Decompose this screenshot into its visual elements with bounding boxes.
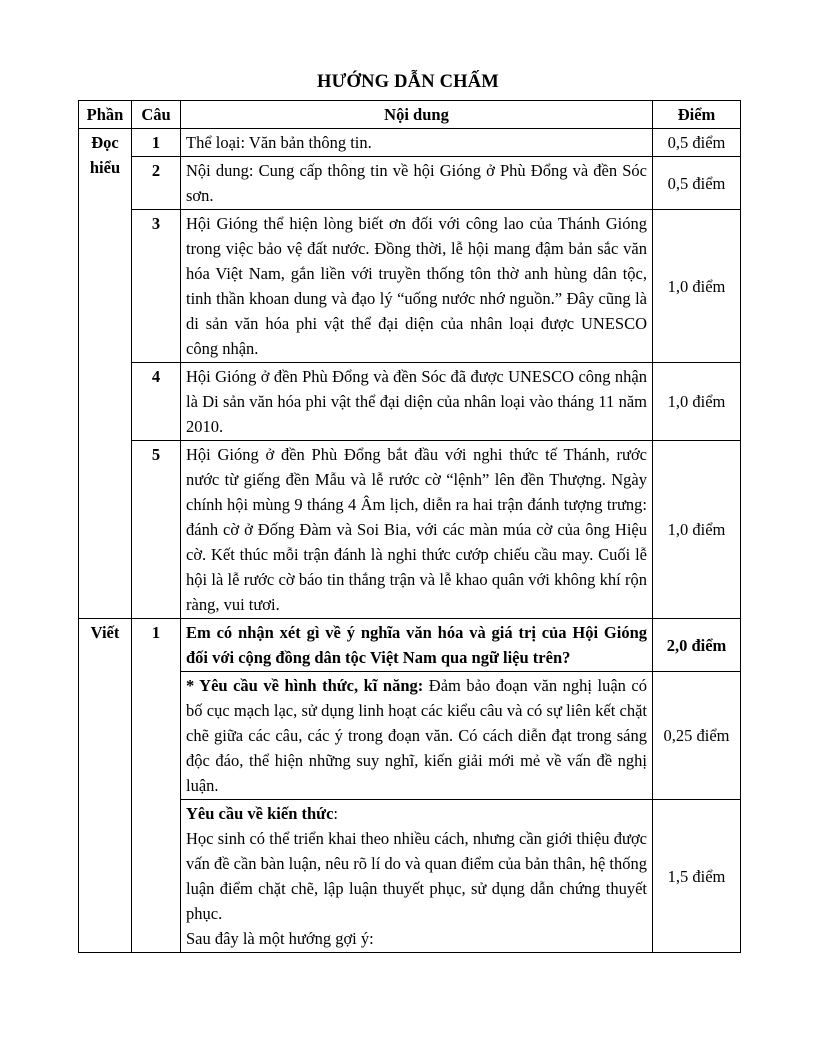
table-row-q1 <box>79 129 741 157</box>
col-header-noi-dung: Nội dung <box>181 101 653 129</box>
table-row-viet-question <box>79 619 741 672</box>
knowledge-requirement-para1: Học sinh có thể triển khai theo nhiều cách, nhưng cần giới thiệu được vấn đề cần bàn luận, nêu rõ lí do và quan điểm của bản thân, hệ thống luận điểm chặt chẽ, lập luận thuyết phục, sử dụng dẫn chứng thuyết phục. <box>186 829 647 923</box>
question-number-3: 3 <box>132 210 181 363</box>
answer-content-q3: Hội Gióng thể hiện lòng biết ơn đối với công lao của Thánh Gióng trong việc bảo vệ đất nước. Đồng thời, lễ hội mang đậm bản sắc văn hóa Việt Nam, gắn liền với truyền thống tôn thờ anh hùng dân tộc, tinh thần khoan dung và đạo lý “uống nước nhớ nguồn.” Đây cũng là di sản văn hóa phi vật thể đại diện của nhân loại được UNESCO công nhận. <box>181 210 653 363</box>
answer-content-q2: Nội dung: Cung cấp thông tin về hội Gióng ở Phù Đổng và đền Sóc sơn. <box>181 157 653 210</box>
form-requirement-content <box>181 672 653 800</box>
form-requirement-body: Đảm bảo đoạn văn nghị luận có bố cục mạch lạc, sử dụng linh hoạt các kiểu câu và có sự liên kết chặt chẽ giữa các câu, các ý trong đoạn văn. Có cách diễn đạt trong sáng độc đáo, thể hiện những suy nghĩ, kiến giải mới mẻ về vấn đề nghị luận. <box>186 676 648 795</box>
section-label-doc-hieu: Đọc hiểu <box>79 129 132 619</box>
knowledge-requirement-para2: Sau đây là một hướng gợi ý: <box>186 929 374 948</box>
score-form-requirement: 0,25 điểm <box>653 672 741 800</box>
col-header-phan: Phần <box>79 101 132 129</box>
grading-table <box>78 100 741 953</box>
knowledge-requirement-content <box>181 800 653 953</box>
answer-content-q1: Thể loại: Văn bản thông tin. <box>181 129 653 157</box>
score-q4: 1,0 điểm <box>653 363 741 441</box>
header-row <box>79 101 741 129</box>
question-number-2: 2 <box>132 157 181 210</box>
knowledge-requirement-heading <box>186 801 647 826</box>
knowledge-requirement-lead: Yêu cầu về kiến thức <box>186 804 334 823</box>
score-q5: 1,0 điểm <box>653 441 741 619</box>
table-row-q4 <box>79 363 741 441</box>
question-number-1: 1 <box>132 129 181 157</box>
page-title: HƯỚNG DẪN CHẤM <box>317 72 499 92</box>
score-writing-question: 2,0 điểm <box>653 619 741 672</box>
question-number-4: 4 <box>132 363 181 441</box>
knowledge-requirement-colon: : <box>333 804 338 823</box>
form-requirement-lead: * Yêu cầu về hình thức, kĩ năng: <box>186 676 424 695</box>
col-header-cau: Câu <box>132 101 181 129</box>
col-header-diem: Điểm <box>653 101 741 129</box>
answer-content-q4: Hội Gióng ở đền Phù Đổng và đền Sóc đã được UNESCO công nhận là Di sản văn hóa phi vật thể đại diện của nhân loại vào tháng 11 năm 2010. <box>181 363 653 441</box>
score-q3: 1,0 điểm <box>653 210 741 363</box>
score-q2: 0,5 điểm <box>653 157 741 210</box>
table-row-q5 <box>79 441 741 619</box>
writing-question-content: Em có nhận xét gì về ý nghĩa văn hóa và giá trị của Hội Gióng đối với cộng đồng dân tộc Việt Nam qua ngữ liệu trên? <box>181 619 653 672</box>
question-number-viet-1: 1 <box>132 619 181 953</box>
section-label-viet: Viết <box>79 619 132 953</box>
score-q1: 0,5 điểm <box>653 129 741 157</box>
question-number-5: 5 <box>132 441 181 619</box>
answer-content-q5: Hội Gióng ở đền Phù Đổng bắt đầu với nghi thức tế Thánh, rước nước từ giếng đền Mẫu và lễ rước cờ “lệnh” lên đền Thượng. Ngày chính hội mùng 9 tháng 4 Âm lịch, diễn ra hai trận đánh tượng trưng: đánh cờ ở Đống Đàm và Soi Bia, với các màn múa cờ của ông Hiệu cờ. Kết thúc mỗi trận đánh là nghi thức cướp chiếu cầu may. Cuối lễ hội là lễ rước cờ báo tin thắng trận và lễ khao quân với không khí rộn ràng, vui tươi. <box>181 441 653 619</box>
score-knowledge-requirement: 1,5 điểm <box>653 800 741 953</box>
table-row-q3 <box>79 210 741 363</box>
table-row-q2 <box>79 157 741 210</box>
